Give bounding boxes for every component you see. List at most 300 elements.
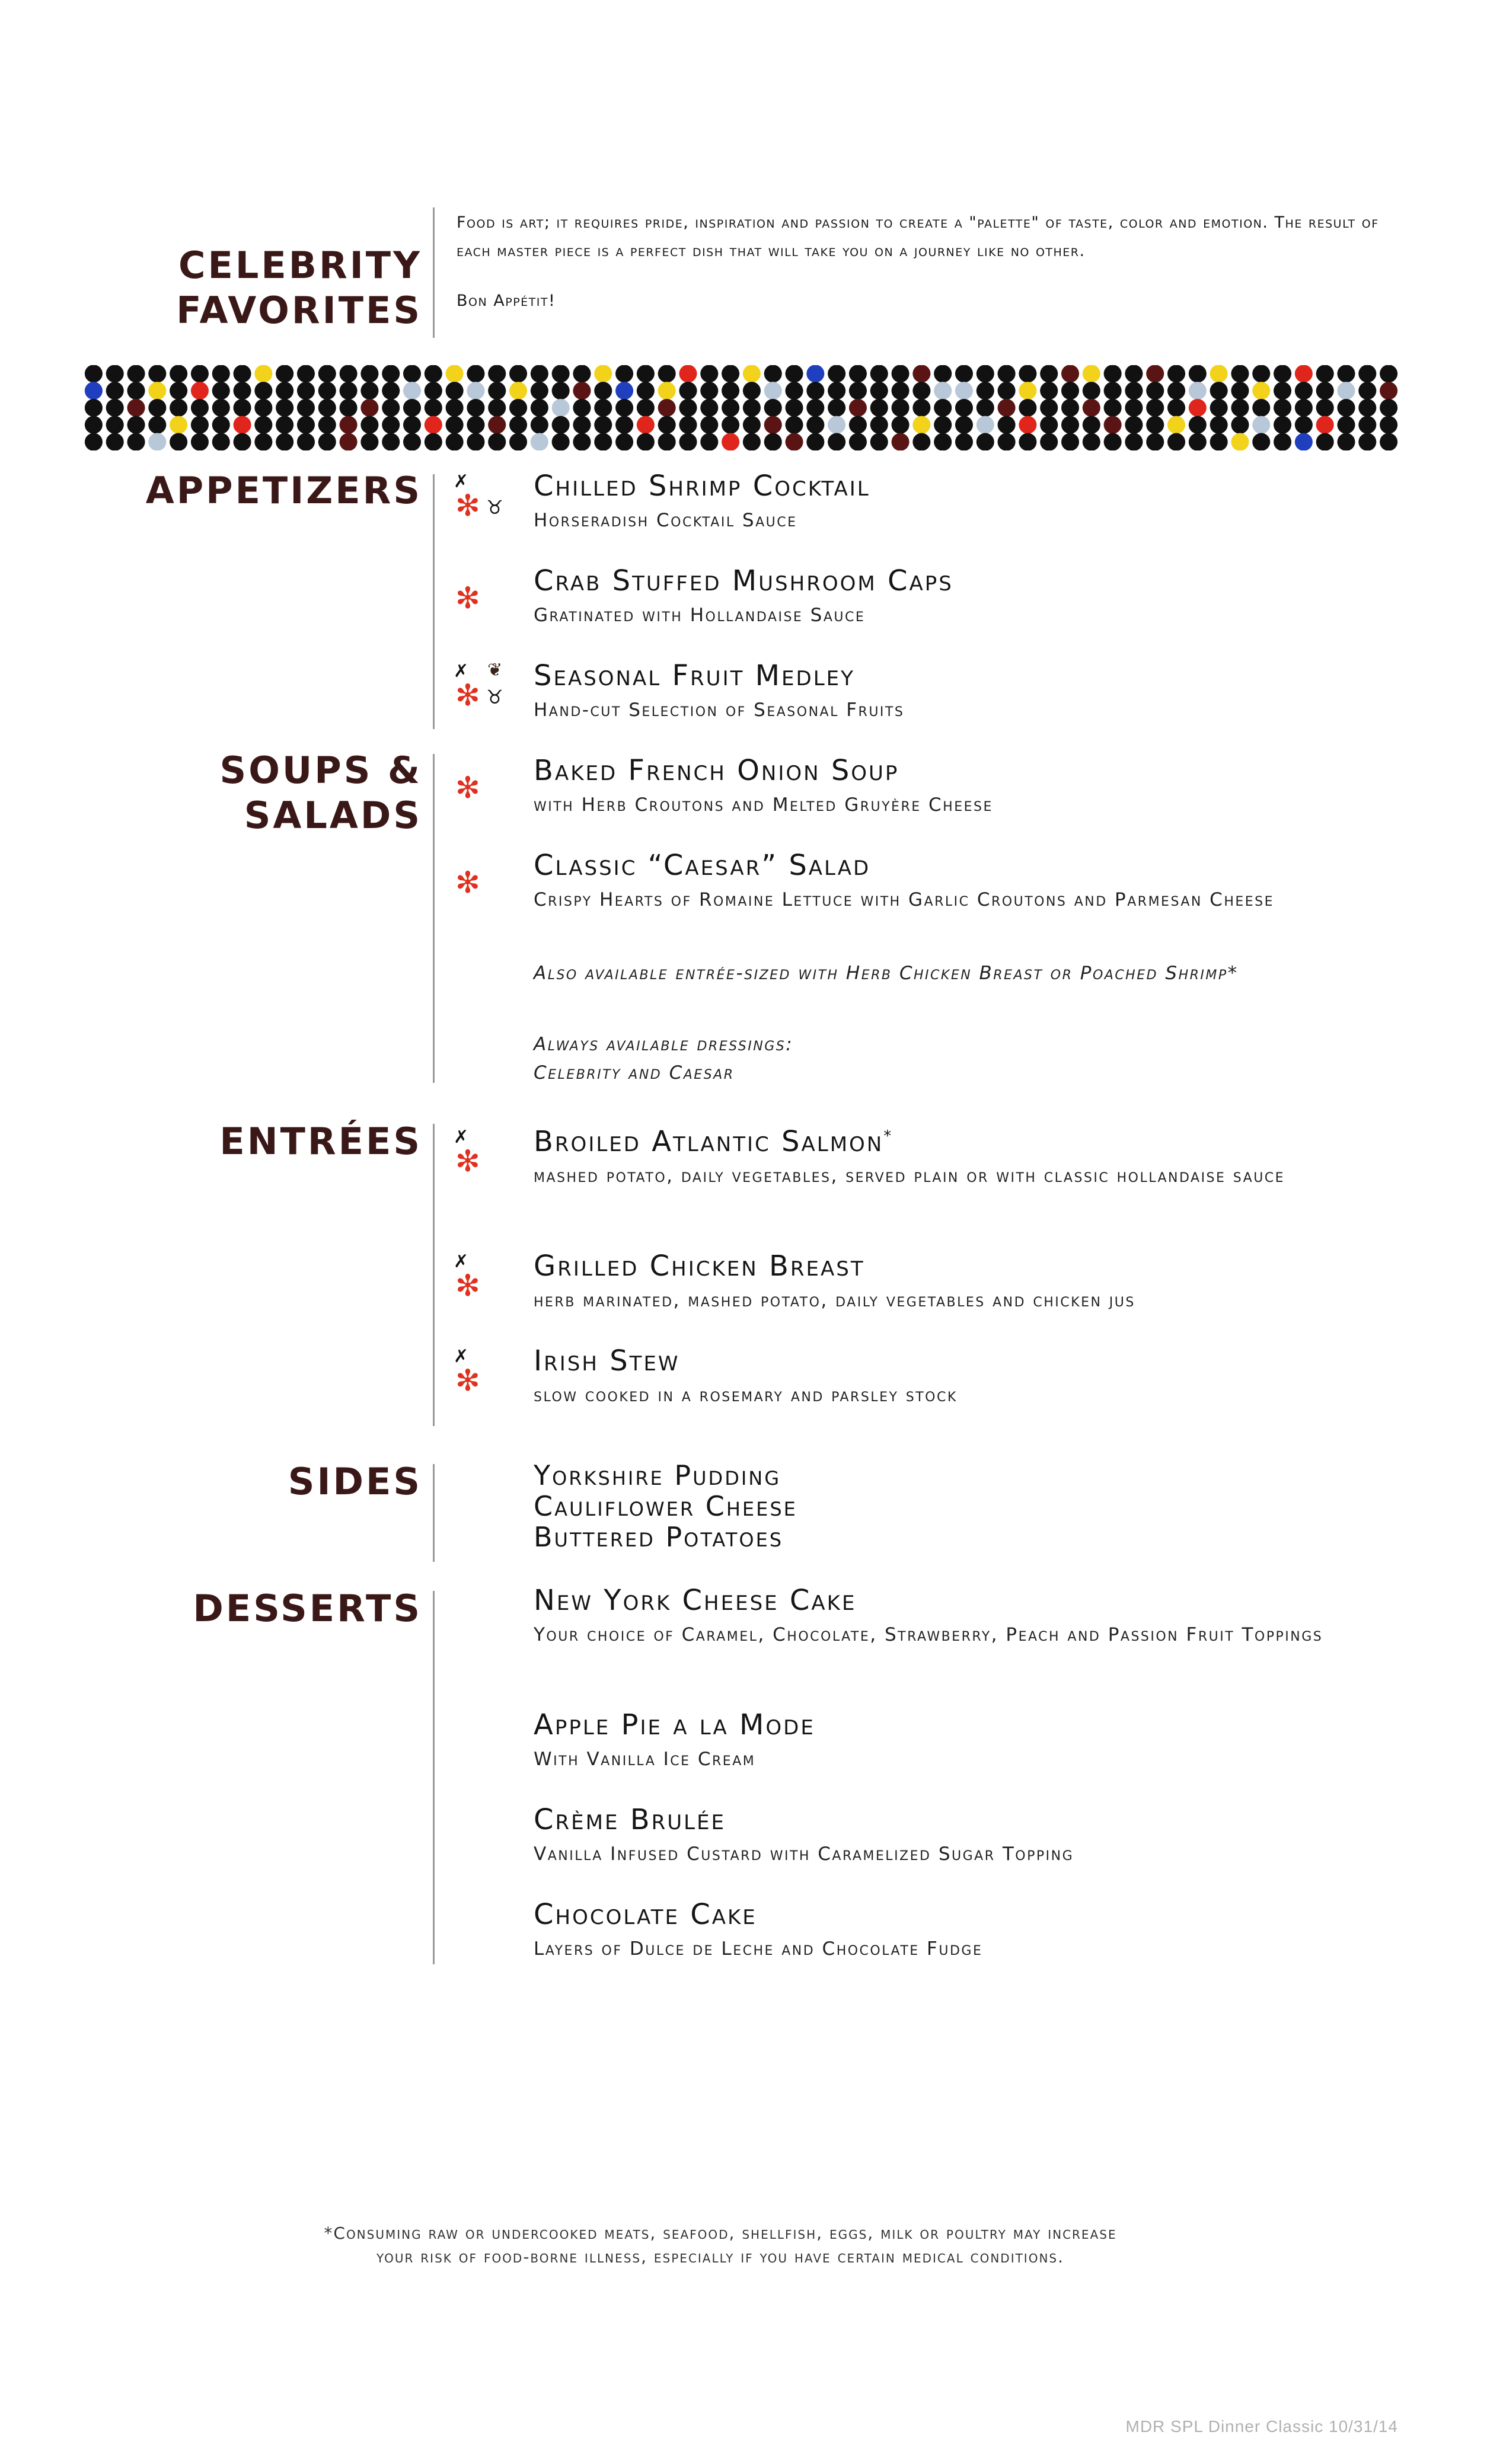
vegetarian-icon: ❦ <box>487 660 503 680</box>
palette-dot <box>552 365 570 382</box>
palette-dot <box>594 433 612 450</box>
palette-dot <box>594 382 612 400</box>
palette-dot <box>955 433 973 450</box>
palette-dot <box>1040 399 1058 417</box>
palette-dot <box>743 382 761 400</box>
palette-dot <box>615 416 633 434</box>
dot-palette-band <box>83 365 1399 450</box>
item-description: With Vanilla Ice Cream <box>534 1749 756 1770</box>
palette-dot <box>1083 416 1100 434</box>
palette-dot <box>340 433 358 450</box>
palette-dot <box>679 416 697 434</box>
chef-recommendation-icon: ✻ <box>455 678 480 712</box>
palette-dot <box>340 382 358 400</box>
intro-text: Food is art; it requires pride, inspiration and passion to create a "palette" of taste, color and emotion. The result of each master piece is a perfect dish that will take you on a journey like no other. <box>457 213 1379 260</box>
palette-dot <box>1104 399 1122 417</box>
palette-dot <box>955 416 973 434</box>
item-name: Seasonal Fruit Medley <box>534 659 855 692</box>
palette-dot <box>743 433 761 450</box>
palette-dot <box>658 399 676 417</box>
palette-dot <box>806 433 824 450</box>
palette-dot <box>1274 365 1291 382</box>
palette-dot <box>85 365 103 382</box>
palette-dot <box>1316 399 1334 417</box>
heart-healthy-icon: ✗ <box>454 471 469 492</box>
palette-dot <box>1210 416 1228 434</box>
palette-dot <box>722 399 739 417</box>
section-divider <box>433 1591 435 1964</box>
palette-dot <box>148 399 166 417</box>
palette-dot <box>1189 399 1207 417</box>
palette-dot <box>509 382 527 400</box>
palette-dot <box>1040 365 1058 382</box>
palette-dot <box>1104 416 1122 434</box>
palette-dot <box>403 399 421 417</box>
palette-dot <box>785 399 803 417</box>
palette-dot <box>509 365 527 382</box>
palette-dot <box>828 382 845 400</box>
palette-dot <box>1231 382 1249 400</box>
palette-dot <box>1061 382 1079 400</box>
palette-dot <box>828 399 845 417</box>
palette-dot <box>531 399 548 417</box>
palette-dot <box>1019 399 1036 417</box>
favorites-title-line1: CELEBRITY <box>178 244 422 287</box>
palette-dot <box>1125 399 1143 417</box>
palette-dot <box>170 416 187 434</box>
palette-dot <box>912 433 930 450</box>
palette-dot <box>1274 399 1291 417</box>
palette-dot <box>1104 382 1122 400</box>
palette-dot <box>912 416 930 434</box>
palette-dot <box>1167 365 1185 382</box>
palette-dot <box>467 382 484 400</box>
palette-dot <box>1337 382 1355 400</box>
palette-dot <box>1337 399 1355 417</box>
palette-dot <box>212 382 230 400</box>
item-name: Grilled Chicken Breast <box>534 1249 865 1283</box>
palette-dot <box>425 399 442 417</box>
palette-dot <box>254 433 272 450</box>
favorites-title-line2: FAVORITES <box>176 289 422 332</box>
palette-dot <box>1380 416 1397 434</box>
palette-dot <box>1146 382 1164 400</box>
palette-dot <box>191 365 209 382</box>
palette-dot <box>1019 416 1036 434</box>
palette-dot <box>106 365 124 382</box>
palette-dot <box>743 399 761 417</box>
palette-dot <box>892 433 910 450</box>
palette-dot <box>318 382 336 400</box>
palette-dot <box>276 433 293 450</box>
palette-dot <box>360 382 378 400</box>
palette-dot <box>318 365 336 382</box>
palette-dot <box>85 416 103 434</box>
palette-dot <box>254 365 272 382</box>
palette-dot <box>785 365 803 382</box>
palette-dot <box>1146 365 1164 382</box>
dressings-value: Celebrity and Caesar <box>534 1062 735 1084</box>
palette-dot <box>552 416 570 434</box>
chef-recommendation-icon: ✻ <box>455 1144 480 1178</box>
palette-dot <box>1189 416 1207 434</box>
palette-dot <box>573 382 591 400</box>
palette-dot <box>403 365 421 382</box>
palette-dot <box>806 365 824 382</box>
item-name: Irish Stew <box>534 1344 680 1378</box>
palette-dot <box>1189 382 1207 400</box>
palette-dot <box>509 416 527 434</box>
palette-dot <box>212 416 230 434</box>
palette-dot <box>531 433 548 450</box>
palette-dot <box>594 416 612 434</box>
palette-dot <box>127 365 145 382</box>
palette-dot <box>912 399 930 417</box>
palette-dot <box>488 433 506 450</box>
palette-dot <box>785 416 803 434</box>
chef-recommendation-icon: ✻ <box>455 581 480 615</box>
palette-dot <box>106 399 124 417</box>
sides-list <box>534 1460 797 1552</box>
palette-dot <box>870 382 888 400</box>
item-description: slow cooked in a rosemary and parsley stock <box>534 1385 958 1406</box>
item-name: Baked French Onion Soup <box>534 754 899 787</box>
palette-dot <box>870 399 888 417</box>
chef-recommendation-icon: ✻ <box>455 771 480 805</box>
palette-dot <box>1252 399 1270 417</box>
palette-dot <box>1252 433 1270 450</box>
diet-icons <box>451 471 522 548</box>
palette-dot <box>998 433 1016 450</box>
palette-dot <box>934 433 952 450</box>
palette-dot <box>318 416 336 434</box>
palette-dot <box>1083 433 1100 450</box>
diet-icons <box>451 1126 522 1203</box>
diet-icons <box>451 755 522 832</box>
palette-dot <box>191 382 209 400</box>
soups-salads-title <box>66 748 422 838</box>
palette-dot <box>849 416 867 434</box>
palette-dot <box>1125 433 1143 450</box>
palette-dot <box>318 433 336 450</box>
palette-dot <box>382 399 400 417</box>
section-divider <box>433 754 435 1083</box>
palette-dot <box>148 365 166 382</box>
palette-dot <box>1316 433 1334 450</box>
palette-dot <box>1252 382 1270 400</box>
palette-dot <box>658 416 676 434</box>
item-name: Chilled Shrimp Cocktail <box>534 469 870 503</box>
palette-dot <box>127 416 145 434</box>
palette-dot <box>594 365 612 382</box>
item-description: Hand-cut Selection of Seasonal Fruits <box>534 699 905 721</box>
item-description: Gratinated with Hollandaise Sauce <box>534 605 866 626</box>
palette-dot <box>1316 416 1334 434</box>
palette-dot <box>1210 433 1228 450</box>
palette-dot <box>849 382 867 400</box>
palette-dot <box>998 416 1016 434</box>
palette-dot <box>955 365 973 382</box>
palette-dot <box>615 365 633 382</box>
palette-dot <box>340 416 358 434</box>
side-item: Yorkshire Pudding <box>534 1459 781 1491</box>
palette-dot <box>467 399 484 417</box>
palette-dot <box>785 433 803 450</box>
palette-dot <box>297 399 315 417</box>
palette-dot <box>1295 399 1313 417</box>
palette-dot <box>700 399 718 417</box>
palette-dot <box>1337 416 1355 434</box>
palette-dot <box>679 382 697 400</box>
palette-dot <box>467 365 484 382</box>
palette-dot <box>1274 416 1291 434</box>
item-description: Layers of Dulce de Leche and Chocolate Fudge <box>534 1938 983 1960</box>
diet-icons <box>451 850 522 927</box>
palette-dot <box>552 399 570 417</box>
diet-icons <box>451 660 522 737</box>
palette-dot <box>1083 365 1100 382</box>
palette-dot <box>1061 433 1079 450</box>
palette-dot <box>234 382 251 400</box>
palette-dot <box>722 382 739 400</box>
lactose-free-icon: ♉ <box>486 496 503 519</box>
item-description: Vanilla Infused Custard with Caramelized Sugar Topping <box>534 1843 1074 1865</box>
palette-dot <box>1210 399 1228 417</box>
palette-dot <box>722 433 739 450</box>
item-name: Classic “Caesar” Salad <box>534 849 871 882</box>
palette-dot <box>722 365 739 382</box>
palette-dot <box>360 399 378 417</box>
palette-dot <box>977 382 994 400</box>
palette-dot <box>658 382 676 400</box>
palette-dot <box>85 433 103 450</box>
palette-dot <box>1358 382 1376 400</box>
item-description: mashed potato, daily vegetables, served plain or with classic hollandaise sauce <box>534 1165 1285 1187</box>
diet-icons <box>451 1346 522 1423</box>
palette-dot <box>1210 365 1228 382</box>
palette-dot <box>191 433 209 450</box>
item-name-text: Broiled Atlantic Salmon <box>534 1125 884 1158</box>
palette-dot <box>1146 416 1164 434</box>
allergen-asterisk: * <box>883 1127 894 1145</box>
heart-healthy-icon: ✗ <box>454 1346 469 1367</box>
palette-dot <box>85 382 103 400</box>
item-description: with Herb Croutons and Melted Gruyère Cheese <box>534 794 993 816</box>
palette-dot <box>1167 433 1185 450</box>
palette-dot <box>191 416 209 434</box>
palette-dot <box>637 416 655 434</box>
entrees-title: ENTRÉES <box>219 1120 422 1163</box>
palette-dot <box>743 365 761 382</box>
palette-dot <box>849 399 867 417</box>
palette-dot <box>531 416 548 434</box>
palette-dot <box>637 399 655 417</box>
palette-dot <box>1358 399 1376 417</box>
palette-dot <box>509 399 527 417</box>
palette-dot <box>764 382 782 400</box>
palette-dot <box>360 365 378 382</box>
palette-dot <box>1019 365 1036 382</box>
palette-dot <box>170 399 187 417</box>
palette-dot <box>1210 382 1228 400</box>
palette-dot <box>892 382 910 400</box>
palette-dot <box>977 433 994 450</box>
palette-dot <box>382 365 400 382</box>
palette-dot <box>446 399 464 417</box>
palette-dot <box>1146 433 1164 450</box>
palette-dot <box>297 433 315 450</box>
palette-dot <box>212 433 230 450</box>
palette-dot <box>764 399 782 417</box>
palette-dot <box>1380 433 1397 450</box>
item-name: Apple Pie a la Mode <box>534 1708 815 1741</box>
palette-dot <box>297 382 315 400</box>
palette-dot <box>594 399 612 417</box>
footnote-line2: your risk of food-borne illness, especially if you have certain medical conditions. <box>376 2247 1065 2267</box>
soups-title-line2: SALADS <box>244 794 422 837</box>
palette-dot <box>955 399 973 417</box>
palette-dot <box>1337 433 1355 450</box>
palette-dot <box>764 365 782 382</box>
palette-dot <box>1104 433 1122 450</box>
palette-dot <box>297 365 315 382</box>
palette-dot <box>870 416 888 434</box>
item-description: Crispy Hearts of Romaine Lettuce with Garlic Croutons and Parmesan Cheese <box>534 889 1275 910</box>
palette-dot <box>234 416 251 434</box>
palette-dot <box>552 382 570 400</box>
palette-dot <box>1167 416 1185 434</box>
palette-dot <box>1061 399 1079 417</box>
palette-dot <box>276 399 293 417</box>
palette-dot <box>340 365 358 382</box>
palette-dot <box>191 399 209 417</box>
palette-dot <box>106 382 124 400</box>
palette-dot <box>828 433 845 450</box>
palette-dot <box>1380 382 1397 400</box>
palette-dot <box>573 399 591 417</box>
heart-healthy-icon: ✗ <box>454 661 469 682</box>
soups-title-line1: SOUPS & <box>219 749 422 792</box>
palette-dot <box>446 416 464 434</box>
palette-dot <box>998 399 1016 417</box>
entree-size-note: Also available entrée-sized with Herb Chicken Breast or Poached Shrimp* <box>534 963 1239 984</box>
palette-dot <box>615 433 633 450</box>
document-code: MDR SPL Dinner Classic 10/31/14 <box>1125 2417 1398 2436</box>
palette-dot <box>318 399 336 417</box>
palette-dot <box>1083 399 1100 417</box>
palette-dot <box>573 416 591 434</box>
palette-dot <box>127 382 145 400</box>
palette-dot <box>1295 382 1313 400</box>
palette-dot <box>700 416 718 434</box>
palette-dot <box>892 365 910 382</box>
palette-dot <box>403 433 421 450</box>
palette-dot <box>446 433 464 450</box>
palette-dot <box>1061 365 1079 382</box>
palette-dot <box>467 433 484 450</box>
palette-dot <box>425 365 442 382</box>
palette-dot <box>998 382 1016 400</box>
diet-icons <box>451 565 522 643</box>
palette-dot <box>1295 416 1313 434</box>
palette-dot <box>1274 433 1291 450</box>
palette-dot <box>1040 416 1058 434</box>
palette-dot <box>254 416 272 434</box>
palette-dot <box>85 399 103 417</box>
palette-dot <box>1167 399 1185 417</box>
item-name <box>534 1125 893 1158</box>
palette-dot <box>170 433 187 450</box>
palette-dot <box>658 433 676 450</box>
heart-healthy-icon: ✗ <box>454 1251 469 1272</box>
palette-dot <box>1061 416 1079 434</box>
palette-dot <box>870 433 888 450</box>
item-description: Your choice of Caramel, Chocolate, Strawberry, Peach and Passion Fruit Toppings <box>534 1624 1323 1645</box>
palette-dot <box>934 365 952 382</box>
palette-dot <box>212 399 230 417</box>
favorites-intro <box>457 209 1393 337</box>
palette-dot <box>170 382 187 400</box>
palette-dot <box>148 382 166 400</box>
palette-dot <box>382 433 400 450</box>
palette-dot <box>425 382 442 400</box>
palette-dot <box>1252 416 1270 434</box>
palette-dot <box>488 382 506 400</box>
palette-dot <box>1019 382 1036 400</box>
palette-dot <box>1316 382 1334 400</box>
palette-dot <box>276 416 293 434</box>
palette-dot <box>106 433 124 450</box>
palette-dot <box>955 382 973 400</box>
palette-dot <box>615 382 633 400</box>
palette-dot <box>552 433 570 450</box>
palette-dot <box>1083 382 1100 400</box>
palette-dot <box>488 365 506 382</box>
desserts-title: DESSERTS <box>193 1587 422 1630</box>
chef-recommendation-icon: ✻ <box>455 865 480 900</box>
section-divider <box>433 474 435 729</box>
palette-dot <box>276 365 293 382</box>
palette-dot <box>234 433 251 450</box>
palette-dot <box>743 416 761 434</box>
palette-dot <box>1252 365 1270 382</box>
palette-dot <box>615 399 633 417</box>
dressings-label: Always available dressings: <box>534 1034 794 1055</box>
palette-dot <box>1189 433 1207 450</box>
palette-dot <box>934 382 952 400</box>
palette-dot <box>127 433 145 450</box>
palette-dot <box>637 365 655 382</box>
section-divider <box>433 1464 435 1562</box>
palette-dot <box>806 399 824 417</box>
palette-dot <box>1274 382 1291 400</box>
palette-dot <box>1358 365 1376 382</box>
palette-dot <box>764 433 782 450</box>
palette-dot <box>637 433 655 450</box>
palette-dot <box>488 416 506 434</box>
footnote-line1: *Consuming raw or undercooked meats, seafood, shellfish, eggs, milk or poultry may increase <box>324 2223 1117 2243</box>
palette-dot <box>700 365 718 382</box>
palette-dot <box>1380 399 1397 417</box>
palette-dot <box>1295 365 1313 382</box>
palette-dot <box>1040 433 1058 450</box>
palette-dot <box>1189 365 1207 382</box>
palette-dot <box>1316 365 1334 382</box>
side-item: Cauliflower Cheese <box>534 1490 797 1522</box>
palette-dot <box>1358 416 1376 434</box>
item-name: Crème Brulée <box>534 1803 726 1836</box>
palette-dot <box>446 382 464 400</box>
